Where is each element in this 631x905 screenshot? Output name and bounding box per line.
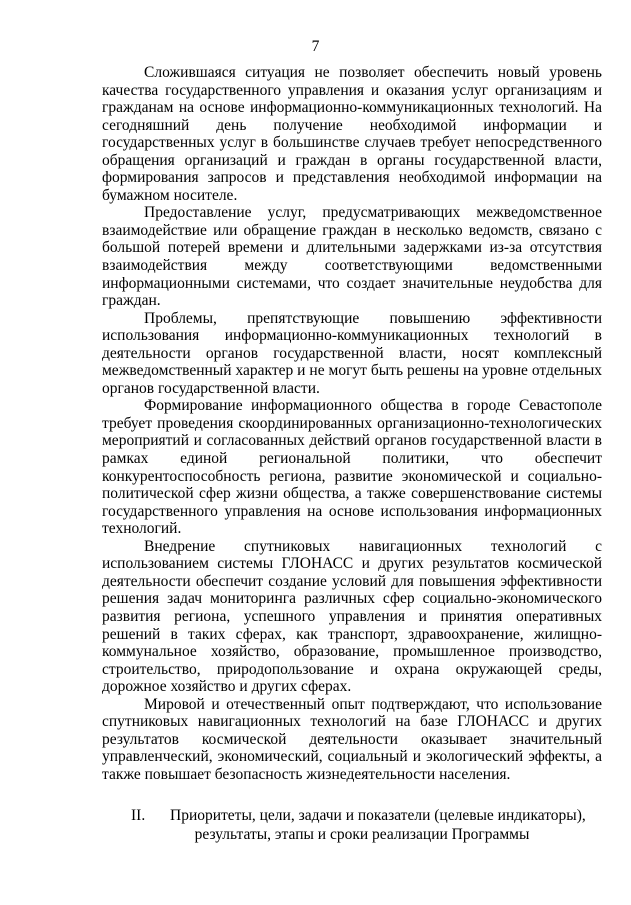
- body-text: [102, 64, 602, 783]
- section-number: II.: [131, 807, 146, 824]
- paragraph-experience: Мировой и отечественный опыт подтверждают, что использование спутниковых навигационных технологий на базе ГЛОНАСС и других результатов космической деятельности оказывает значительный управленческий, экономический, социальный и экологический эффекты, а также повышает безопасность жизнедеятельности населения.: [102, 695, 602, 783]
- section-heading: [102, 806, 602, 844]
- paragraph-services: Предоставление услуг, предусматривающих межведомственное взаимодействие или обращение граждан в несколько ведомств, связано с большой потерей времени и длительными задержками из-за отсутствия взаимодействия между соответствующими ведомственными информационными системами, что создает значительные неудобства для граждан.: [102, 204, 602, 310]
- section-heading-line1: [102, 806, 602, 825]
- section-title-line2: результаты, этапы и сроки реализации Программы: [194, 826, 530, 843]
- paragraph-glonass: Внедрение спутниковых навигационных технологий с использованием системы ГЛОНАСС и других результатов космической деятельности обеспечит создание условий для повышения эффективности решения задач мониторинга различных сфер социально-экономического развития региона, успешного управления и принятия оперативных решений в таких сферах, как транспорт, здравоохранение, жилищно-коммунальное хозяйство, образование, промышленное производство, строительство, природопользование и охрана окружающей среды, дорожное хозяйство и других сферах.: [102, 537, 602, 696]
- paragraph-information-society: Формирование информационного общества в городе Севастополе требует проведения скоординированных организационно-технологических мероприятий и согласованных действий органов государственной власти в рамках единой региональной политики, что обеспечит конкурентоспособность региона, развитие экономической и социально-политической сфер жизни общества, а также совершенствование системы государственного управления на основе использования информационных технологий.: [102, 397, 602, 538]
- section-title-line1: Приоритеты, цели, задачи и показатели (целевые индикаторы),: [170, 807, 586, 824]
- paragraph-situation: Сложившаяся ситуация не позволяет обеспечить новый уровень качества государственного управления и оказания услуг организациям и гражданам на основе информационно-коммуникационных технологий. На сегодняшний день получение необходимой информации и государственных услуг в большинстве случаев требует непосредственного обращения организаций и граждан в органы государственной власти, формирования запросов и представления необходимой информации на бумажном носителе.: [102, 64, 602, 204]
- paragraph-problems: Проблемы, препятствующие повышению эффективности использования информационно-коммуникационных технологий в деятельности органов государственной власти, носят комплексный межведомственный характер и не могут быть решены на уровне отдельных органов государственной власти.: [102, 309, 602, 397]
- page-number: 7: [311, 38, 320, 55]
